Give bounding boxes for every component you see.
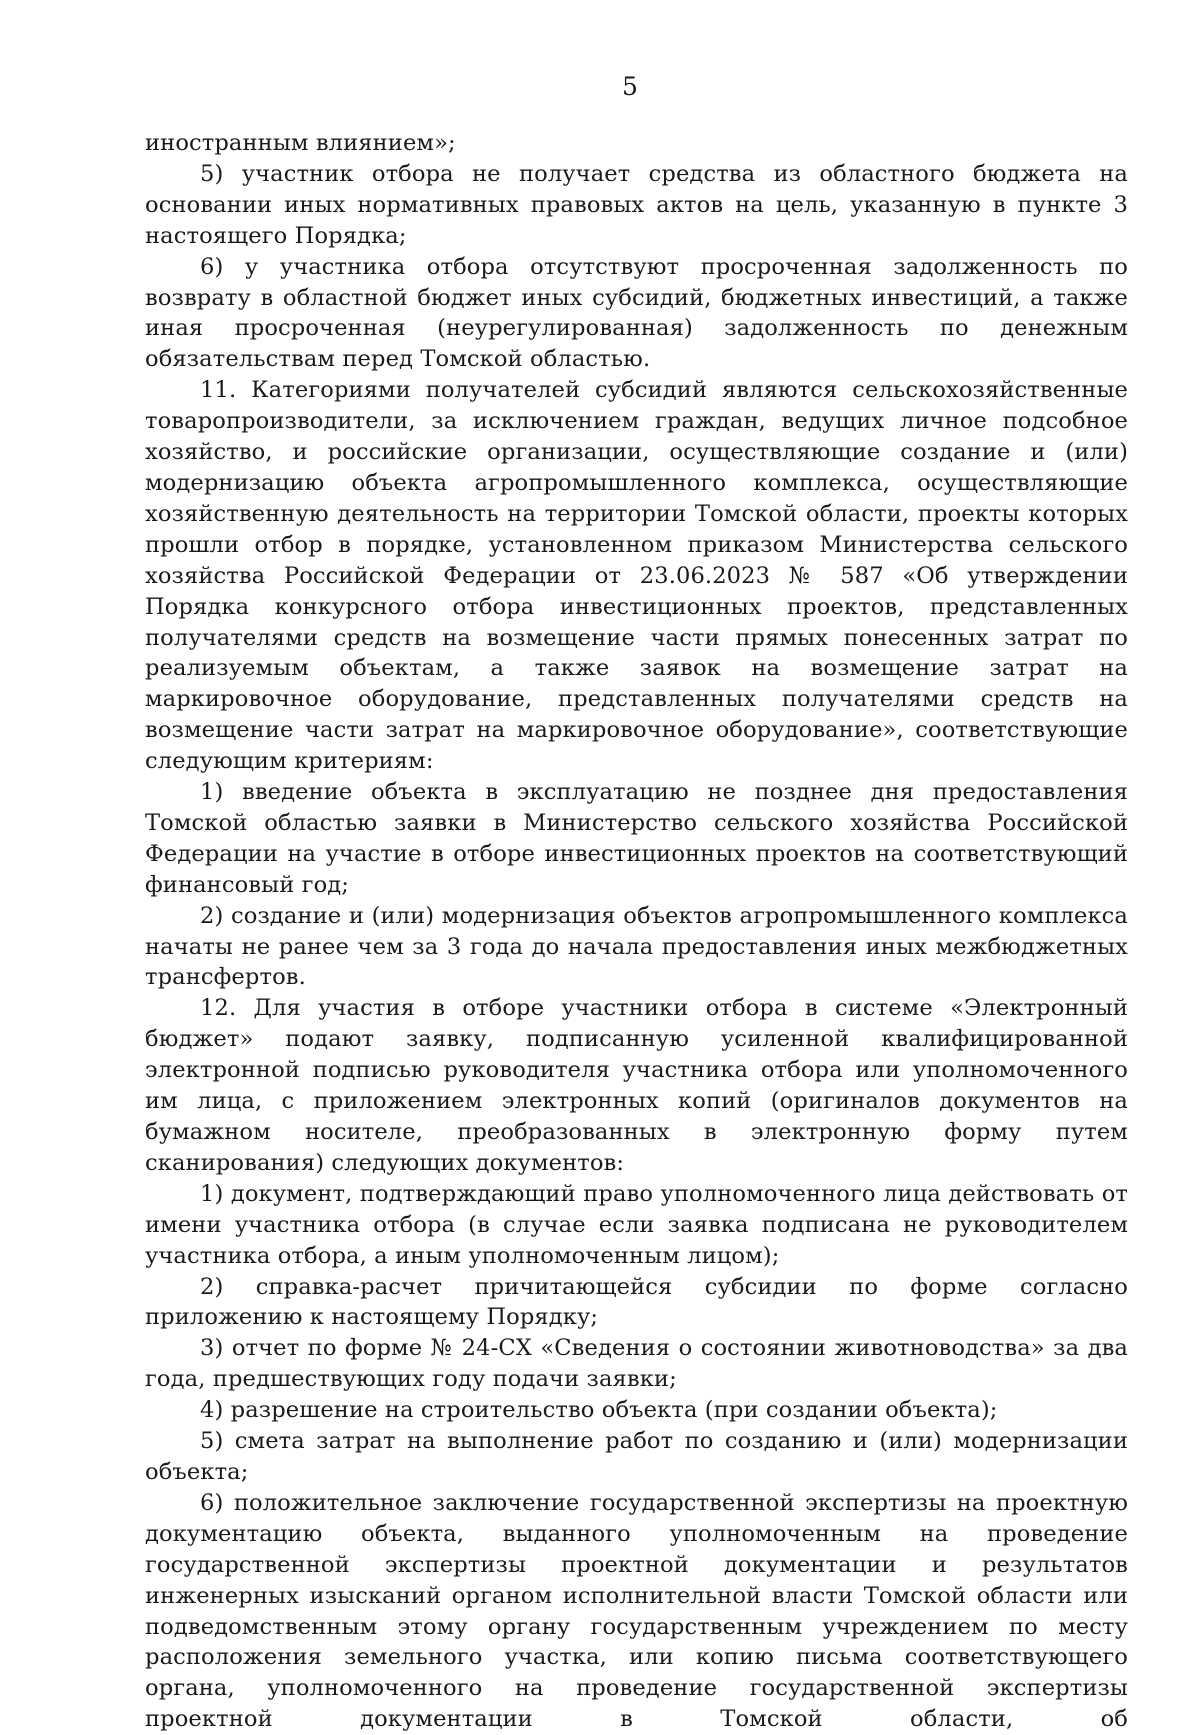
paragraph-item-12-4: 4) разрешение на строительство объекта (при создании объекта); bbox=[200, 1397, 998, 1424]
paragraph-item-12-6: 6) положительное заключение государственной экспертизы на проектную документацию объекта, выданного уполномоченным на проведение государственной экспертизы проектной документации и результатов инженерных изысканий органом исполнительной власти Томской области или подведомственным этому органу государственным учреждением по месту расположения земельного участка, или копию письма соответствующего органа, уполномоченного на проведение государственной экспертизы проектной документации в Томской области, об bbox=[145, 1489, 1128, 1733]
paragraph-item-12-5: 5) смета затрат на выполнение работ по созданию и (или) модернизации объекта; bbox=[145, 1428, 1128, 1485]
paragraph-item-12-2: 2) справка-расчет причитающейся субсидии по форме согласно приложению к настоящему Порядку; bbox=[145, 1273, 1128, 1331]
paragraph-clause-11: 11. Категориями получателей субсидий являются сельскохозяйственные товаропроизводители, за исключением граждан, ведущих личное подсобное хозяйство, и российские организации, осуществляющие создание и (или) модернизацию объекта агропромышленного комплекса, осуществляющие хозяйственную деятельность на территории Томской области, проекты которых прошли отбор в порядке, установленном приказом Министерства сельского хозяйства Российской Федерации от 23.06.2023 № 587 «Об утверждении Порядка конкурсного отбора инвестиционных проектов, представленных получателями средств на возмещение части прямых понесенных затрат по реализуемым объектам, а также заявок на возмещение затрат на маркировочное оборудование, представленных получателями средств на возмещение части затрат на маркировочное оборудование», соответствующие следующим критериям: bbox=[145, 377, 1128, 775]
paragraph-item-10-6: 6) у участника отбора отсутствуют просроченная задолженность по возврату в областной бюджет иных субсидий, бюджетных инвестиций, а также иная просроченная (неурегулированная) задолженность по денежным обязательствам перед Томской областью. bbox=[145, 253, 1128, 373]
paragraph-item-12-1: 1) документ, подтверждающий право уполномоченного лица действовать от имени участника отбора (в случае если заявка подписана не руководителем участника отбора, а иным уполномоченным лицом); bbox=[145, 1180, 1128, 1269]
paragraph-continuation: иностранным влиянием»; bbox=[145, 130, 456, 156]
paragraph-item-11-1: 1) введение объекта в эксплуатацию не позднее дня предоставления Томской областью заявки в Министерство сельского хозяйства Российской Федерации на участие в отборе инвестиционных проектов на соответствующий финансовый год; bbox=[145, 779, 1128, 898]
paragraph-item-12-3: 3) отчет по форме № 24-СХ «Сведения о состоянии животноводства» за два года, предшествующих году подачи заявки; bbox=[145, 1335, 1128, 1393]
paragraph-clause-12: 12. Для участия в отборе участники отбора в системе «Электронный бюджет» подают заявку, подписанную усиленной квалифицированной электронной подписью руководителя участника отбора или уполномоченного им лица, с приложением электронных копий (оригиналов документов на бумажном носителе, преобразованных в электронную форму путем сканирования) следующих документов: bbox=[145, 995, 1128, 1176]
document-body bbox=[145, 128, 1128, 1735]
paragraph-item-11-2: 2) создание и (или) модернизация объектов агропромышленного комплекса начаты не ранее чем за 3 года до начала предоставления иных межбюджетных трансфертов. bbox=[145, 902, 1128, 991]
page-number: 5 bbox=[622, 72, 638, 101]
paragraph-item-10-5: 5) участник отбора не получает средства из областного бюджета на основании иных нормативных правовых актов на цель, указанную в пункте 3 настоящего Порядка; bbox=[145, 160, 1128, 249]
